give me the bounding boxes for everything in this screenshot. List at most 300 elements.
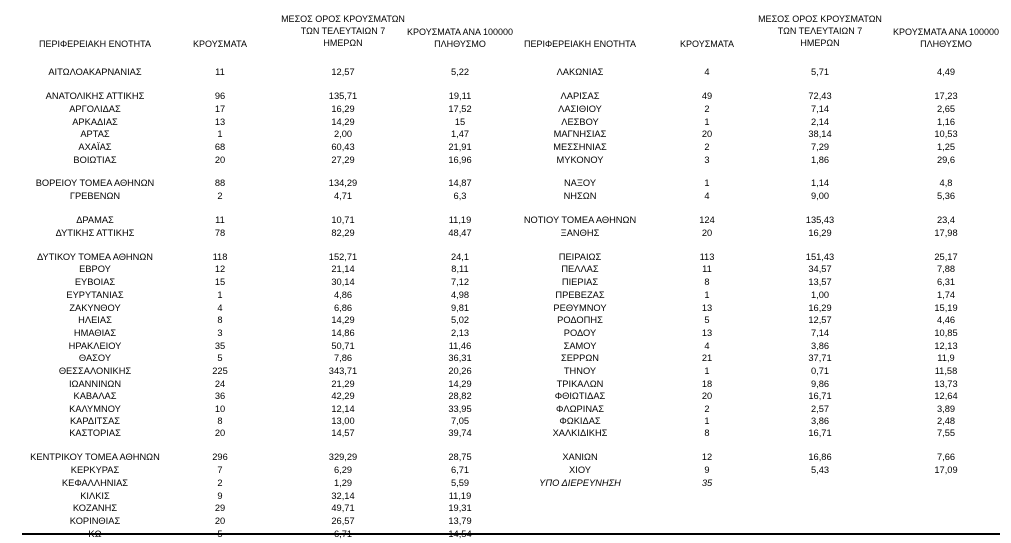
table-row <box>0 427 505 439</box>
cell-name: ΕΒΡΟΥ <box>79 264 111 274</box>
cell-cases: 13 <box>214 117 226 127</box>
bottom-rule <box>22 533 1000 535</box>
cell-name: ΡΟΔΟΥ <box>563 328 597 338</box>
cell-avg: 14,29 <box>331 117 355 127</box>
table-row <box>505 141 1011 153</box>
cell-per100k: 15 <box>454 117 466 127</box>
cell-per100k: 8,11 <box>451 264 469 274</box>
cell-cases: 96 <box>214 91 226 101</box>
table-row <box>0 90 505 102</box>
cell-avg: 135,71 <box>328 91 358 101</box>
cell-name: ΠΕΛΛΑΣ <box>561 264 599 274</box>
cell-name: ΕΥΒΟΙΑΣ <box>74 277 116 287</box>
cell-cases: 2 <box>217 478 223 488</box>
cell-name: ΑΧΑΪΑΣ <box>78 142 112 152</box>
cell-name: ΦΛΩΡΙΝΑΣ <box>555 404 605 414</box>
cell-avg: 1,86 <box>810 155 830 165</box>
cell-cases: 13 <box>701 328 713 338</box>
cell-name: ΒΟΙΩΤΙΑΣ <box>73 155 117 165</box>
cell-name: ΦΩΚΙΔΑΣ <box>559 416 601 426</box>
cell-name: ΝΗΣΩΝ <box>563 191 597 201</box>
table-row <box>505 90 1011 102</box>
table-row <box>0 214 505 226</box>
cell-avg: 13,57 <box>808 277 832 287</box>
cell-per100k: 2,13 <box>450 328 470 338</box>
cell-avg: 7,29 <box>810 142 830 152</box>
cell-cases: 118 <box>212 252 228 262</box>
cell-name: ΡΕΘΥΜΝΟΥ <box>553 303 607 313</box>
table-row <box>0 154 505 166</box>
cell-per100k: 19,11 <box>448 91 472 101</box>
cell-per100k: 11,58 <box>934 366 958 376</box>
cell-cases: 11 <box>702 264 712 274</box>
cell-per100k: 13,79 <box>448 516 472 526</box>
cell-cases: 20 <box>701 228 713 238</box>
cell-cases: 124 <box>699 215 715 225</box>
cell-per100k: 28,82 <box>448 391 472 401</box>
cell-name: ΚΕΡΚΥΡΑΣ <box>70 465 120 475</box>
cell-name: ΛΑΡΙΣΑΣ <box>560 91 600 101</box>
table-row <box>0 276 505 288</box>
cell-avg: 16,29 <box>808 228 832 238</box>
table-row <box>0 263 505 275</box>
cell-cases: 88 <box>214 178 226 188</box>
cell-avg: 12,14 <box>331 404 355 414</box>
cell-avg: 4,86 <box>333 290 353 300</box>
header-per100k: ΚΡΟΥΣΜΑΤΑ ΑΝΑ 100000 ΠΛΗΘΥΣΜΟ <box>407 27 513 49</box>
right-table <box>505 0 1011 543</box>
table-row <box>505 66 1011 78</box>
cell-per100k: 28,75 <box>448 452 472 462</box>
cell-avg: 9,00 <box>810 191 830 201</box>
table-row <box>505 415 1011 427</box>
cell-name: ΤΗΝΟΥ <box>563 366 597 376</box>
cell-avg: 27,29 <box>331 155 355 165</box>
table-row <box>505 116 1011 128</box>
cell-name: ΔΡΑΜΑΣ <box>76 215 114 225</box>
cell-cases: 2 <box>217 191 223 201</box>
cell-avg: 134,29 <box>328 178 358 188</box>
table-row <box>0 327 505 339</box>
cell-cases: 24 <box>214 379 226 389</box>
cell-avg: 7,86 <box>333 353 353 363</box>
cell-cases: 15 <box>214 277 226 287</box>
cell-avg: 9,86 <box>810 379 830 389</box>
cell-avg: 12,57 <box>808 315 832 325</box>
cell-per100k: 19,31 <box>448 503 472 513</box>
cell-name: ΚΑΣΤΟΡΙΑΣ <box>69 428 121 438</box>
table-row <box>0 66 505 78</box>
cell-cases: 2 <box>704 404 710 414</box>
table-row <box>505 190 1011 202</box>
cell-per100k: 17,98 <box>934 228 958 238</box>
cell-name: ΝΟΤΙΟΥ ΤΟΜΕΑ ΑΘΗΝΩΝ <box>523 215 637 225</box>
cell-avg: 37,71 <box>808 353 832 363</box>
cell-avg: 2,14 <box>810 117 830 127</box>
cell-avg: 329,29 <box>328 452 358 462</box>
cell-avg: 16,29 <box>331 104 355 114</box>
cell-per100k: 15,19 <box>934 303 958 313</box>
cell-avg: 5,43 <box>810 465 830 475</box>
cell-avg: 14,29 <box>331 315 355 325</box>
table-row <box>0 128 505 140</box>
cell-per100k: 4,98 <box>450 290 470 300</box>
cell-cases: 3 <box>217 328 223 338</box>
cell-cases: 2 <box>704 142 710 152</box>
cell-name: ΑΡΚΑΔΙΑΣ <box>72 117 118 127</box>
cell-name: ΧΙΟΥ <box>569 465 591 475</box>
cell-name: ΘΑΣΟΥ <box>78 353 112 363</box>
table-row <box>505 403 1011 415</box>
cell-cases: 8 <box>217 315 223 325</box>
cell-per100k: 1,25 <box>936 142 956 152</box>
cell-per100k: 12,13 <box>934 341 958 351</box>
table-row <box>0 340 505 352</box>
cell-cases: 4 <box>704 341 710 351</box>
header-region: ΠΕΡΙΦΕΡΕΙΑΚΗ ΕΝΟΤΗΤΑ <box>38 39 152 49</box>
table-row <box>505 352 1011 364</box>
table-row <box>505 378 1011 390</box>
cell-cases: 3 <box>704 155 710 165</box>
cell-avg: 1,14 <box>810 178 830 188</box>
table-row <box>0 415 505 427</box>
cell-cases: 1 <box>704 117 710 127</box>
table-row <box>505 427 1011 439</box>
cell-cases: 8 <box>704 277 710 287</box>
cell-per100k: 7,12 <box>450 277 470 287</box>
cell-cases: 49 <box>701 91 713 101</box>
table-row <box>0 116 505 128</box>
cell-avg: 3,86 <box>810 416 830 426</box>
cell-cases: 7 <box>217 465 223 475</box>
cell-per100k: 23,4 <box>936 215 956 225</box>
table-row <box>505 214 1011 226</box>
cell-per100k: 10,85 <box>934 328 958 338</box>
cell-per100k: 4,49 <box>936 67 956 77</box>
table-row <box>505 302 1011 314</box>
cell-avg: 152,71 <box>328 252 358 262</box>
table-row <box>0 314 505 326</box>
cell-avg: 14,86 <box>331 328 355 338</box>
table-row <box>505 451 1011 463</box>
table-row <box>0 403 505 415</box>
table-row <box>0 490 505 502</box>
cell-avg: 82,29 <box>331 228 355 238</box>
cell-per100k: 29,6 <box>936 155 956 165</box>
cell-cases: 8 <box>704 428 710 438</box>
cell-per100k: 6,3 <box>453 191 467 201</box>
table-row <box>505 477 1011 489</box>
cell-cases: 9 <box>704 465 710 475</box>
cell-name: ΗΜΑΘΙΑΣ <box>73 328 117 338</box>
table-row <box>505 177 1011 189</box>
cell-avg: 16,71 <box>808 428 832 438</box>
cell-per100k: 9,81 <box>450 303 470 313</box>
cell-name: ΣΕΡΡΩΝ <box>560 353 599 363</box>
cell-cases: 20 <box>214 516 226 526</box>
cell-name: ΠΕΙΡΑΙΩΣ <box>558 252 602 262</box>
cell-avg: 4,71 <box>333 191 353 201</box>
cell-cases: 36 <box>214 391 226 401</box>
cell-name: ΗΡΑΚΛΕΙΟΥ <box>68 341 122 351</box>
cell-avg: 135,43 <box>805 215 835 225</box>
cell-per100k: 11,46 <box>448 341 472 351</box>
table-row <box>505 251 1011 263</box>
cell-cases: 18 <box>701 379 713 389</box>
cell-avg: 2,57 <box>810 404 830 414</box>
cell-cases: 2 <box>704 104 710 114</box>
cell-cases: 1 <box>217 129 223 139</box>
table-row <box>0 289 505 301</box>
cell-cases: 113 <box>699 252 715 262</box>
cell-name: ΚΑΛΥΜΝΟΥ <box>69 404 121 414</box>
cell-per100k: 11,19 <box>448 215 472 225</box>
cell-name: ΛΑΚΩΝΙΑΣ <box>556 67 604 77</box>
table-row <box>505 263 1011 275</box>
cell-avg: 60,43 <box>331 142 355 152</box>
cell-per100k: 17,09 <box>934 465 958 475</box>
table-row <box>0 477 505 489</box>
cell-avg: 1,29 <box>333 478 353 488</box>
cell-per100k: 6,31 <box>936 277 956 287</box>
table-row <box>505 227 1011 239</box>
header-avg: ΜΕΣΟΣ ΟΡΟΣ ΚΡΟΥΣΜΑΤΩΝ ΤΩΝ ΤΕΛΕΥΤΑΙΩΝ 7 ΗΜΕΡΩΝ <box>758 14 882 48</box>
table-row <box>505 314 1011 326</box>
cell-avg: 12,57 <box>331 67 355 77</box>
cell-name: ΓΡΕΒΕΝΩΝ <box>69 191 121 201</box>
cell-per100k: 7,88 <box>936 264 956 274</box>
cell-name: ΑΡΓΟΛΙΔΑΣ <box>69 104 121 114</box>
cell-per100k: 14,87 <box>448 178 472 188</box>
cell-avg: 38,14 <box>808 129 832 139</box>
cell-cases: 68 <box>214 142 226 152</box>
cell-name: ΙΩΑΝΝΙΝΩΝ <box>68 379 122 389</box>
cell-avg: 6,86 <box>333 303 353 313</box>
table-row <box>0 227 505 239</box>
cell-per100k: 7,55 <box>936 428 956 438</box>
cell-per100k: 2,65 <box>936 104 956 114</box>
cell-avg: 14,57 <box>331 428 355 438</box>
cell-cases: 12 <box>214 264 226 274</box>
cell-avg: 343,71 <box>328 366 358 376</box>
cell-per100k: 5,36 <box>936 191 956 201</box>
cell-name: ΔΥΤΙΚΟΥ ΤΟΜΕΑ ΑΘΗΝΩΝ <box>36 252 154 262</box>
cell-name: ΑΡΤΑΣ <box>80 129 110 139</box>
cell-avg: 6,29 <box>333 465 353 475</box>
cell-cases: 1 <box>704 178 710 188</box>
cell-name: ΛΕΣΒΟΥ <box>561 117 599 127</box>
cell-cases: 11 <box>215 215 225 225</box>
cell-per100k: 5,22 <box>450 67 470 77</box>
cell-name: ΣΑΜΟΥ <box>563 341 597 351</box>
cell-cases: 4 <box>704 191 710 201</box>
cell-avg: 7,14 <box>810 104 830 114</box>
table-row <box>505 327 1011 339</box>
cell-cases: 296 <box>212 452 228 462</box>
cell-per100k: 12,64 <box>934 391 958 401</box>
cell-name: ΚΟΖΑΝΗΣ <box>72 503 118 513</box>
cell-avg: 10,71 <box>331 215 355 225</box>
cell-name: ΚΙΛΚΙΣ <box>80 491 110 501</box>
cell-name: ΘΕΣΣΑΛΟΝΙΚΗΣ <box>58 366 132 376</box>
cell-per100k: 17,52 <box>448 104 472 114</box>
table-row <box>505 340 1011 352</box>
cell-name: ΥΠΟ ΔΙΕΡΕΥΝΗΣΗ <box>539 478 621 488</box>
table-row <box>0 365 505 377</box>
cell-name: ΛΑΣΙΘΙΟΥ <box>558 104 602 114</box>
cell-avg: 50,71 <box>331 341 355 351</box>
cell-per100k: 48,47 <box>448 228 472 238</box>
cell-cases: 78 <box>214 228 226 238</box>
cell-avg: 32,14 <box>331 491 355 501</box>
header-avg: ΜΕΣΟΣ ΟΡΟΣ ΚΡΟΥΣΜΑΤΩΝ ΤΩΝ ΤΕΛΕΥΤΑΙΩΝ 7 ΗΜΕΡΩΝ <box>281 14 405 48</box>
cell-cases: 1 <box>704 366 710 376</box>
table-row <box>0 190 505 202</box>
cell-avg: 42,29 <box>331 391 355 401</box>
cell-per100k: 10,53 <box>934 129 958 139</box>
cell-cases: 13 <box>701 303 713 313</box>
table-row <box>0 103 505 115</box>
cell-avg: 151,43 <box>805 252 835 262</box>
cell-name: ΗΛΕΙΑΣ <box>78 315 112 325</box>
table-row <box>0 390 505 402</box>
cell-avg: 16,86 <box>808 452 832 462</box>
cell-per100k: 11,19 <box>448 491 472 501</box>
cell-per100k: 16,96 <box>448 155 472 165</box>
cell-cases: 11 <box>215 67 225 77</box>
cell-cases: 35 <box>701 478 713 488</box>
cell-cases: 1 <box>704 416 710 426</box>
cell-name: ΚΕΦΑΛΛΗΝΙΑΣ <box>61 478 129 488</box>
cell-per100k: 1,16 <box>936 117 956 127</box>
cell-per100k: 5,59 <box>450 478 470 488</box>
cell-per100k: 7,66 <box>936 452 956 462</box>
cell-avg: 5,71 <box>810 67 830 77</box>
table-row <box>0 515 505 527</box>
cell-name: ΚΑΡΔΙΤΣΑΣ <box>69 416 121 426</box>
cell-name: ΞΑΝΘΗΣ <box>560 228 600 238</box>
cell-per100k: 1,47 <box>450 129 470 139</box>
cell-name: ΦΘΙΩΤΙΔΑΣ <box>554 391 606 401</box>
cell-name: ΧΑΛΚΙΔΙΚΗΣ <box>552 428 608 438</box>
cell-name: ΜΥΚΟΝΟΥ <box>556 155 604 165</box>
cell-per100k: 4,46 <box>936 315 956 325</box>
cell-per100k: 7,05 <box>450 416 470 426</box>
table-row <box>0 502 505 514</box>
cell-cases: 35 <box>214 341 226 351</box>
cell-avg: 3,86 <box>810 341 830 351</box>
cell-cases: 21 <box>701 353 713 363</box>
cell-name: ΜΑΓΝΗΣΙΑΣ <box>553 129 607 139</box>
cell-cases: 29 <box>214 503 226 513</box>
cell-name: ΒΟΡΕΙΟΥ ΤΟΜΕΑ ΑΘΗΝΩΝ <box>35 178 155 188</box>
cell-cases: 20 <box>214 155 226 165</box>
cell-name: ΔΥΤΙΚΗΣ ΑΤΤΙΚΗΣ <box>55 228 135 238</box>
cell-per100k: 39,74 <box>448 428 472 438</box>
cell-avg: 21,29 <box>331 379 355 389</box>
table-row <box>505 128 1011 140</box>
cell-avg: 1,00 <box>810 290 830 300</box>
cell-avg: 30,14 <box>331 277 355 287</box>
cell-avg: 21,14 <box>331 264 355 274</box>
cell-cases: 1 <box>217 290 223 300</box>
cell-name: ΝΑΞΟΥ <box>563 178 597 188</box>
cell-avg: 72,43 <box>808 91 832 101</box>
cell-per100k: 3,89 <box>936 404 956 414</box>
cell-name: ΡΟΔΟΠΗΣ <box>557 315 603 325</box>
table-row <box>0 251 505 263</box>
table-row <box>0 141 505 153</box>
cell-per100k: 2,48 <box>936 416 956 426</box>
cell-avg: 16,71 <box>808 391 832 401</box>
cell-cases: 9 <box>217 491 223 501</box>
cell-avg: 16,29 <box>808 303 832 313</box>
cell-name: ΑΝΑΤΟΛΙΚΗΣ ΑΤΤΙΚΗΣ <box>45 91 145 101</box>
table-row <box>505 154 1011 166</box>
cell-cases: 20 <box>701 391 713 401</box>
cell-cases: 4 <box>217 303 223 313</box>
cell-per100k: 24,1 <box>450 252 470 262</box>
cell-name: ΠΡΕΒΕΖΑΣ <box>555 290 605 300</box>
cell-avg: 49,71 <box>331 503 355 513</box>
cell-name: ΚΑΒΑΛΑΣ <box>73 391 117 401</box>
cell-cases: 225 <box>212 366 228 376</box>
cell-name: ΚΕΝΤΡΙΚΟΥ ΤΟΜΕΑ ΑΘΗΝΩΝ <box>30 452 160 462</box>
cell-cases: 8 <box>217 416 223 426</box>
cell-cases: 20 <box>214 428 226 438</box>
table-row <box>0 378 505 390</box>
cell-avg: 34,57 <box>808 264 832 274</box>
cell-name: ΤΡΙΚΑΛΩΝ <box>556 379 604 389</box>
table-row <box>0 451 505 463</box>
cell-name: ΧΑΝΙΩΝ <box>562 452 598 462</box>
table-row <box>0 177 505 189</box>
cell-name: ΠΙΕΡΙΑΣ <box>561 277 599 287</box>
table-row <box>505 289 1011 301</box>
cell-per100k: 25,17 <box>934 252 958 262</box>
cell-per100k: 1,74 <box>936 290 956 300</box>
cell-name: ΑΙΤΩΛΟΑΚΑΡΝΑΝΙΑΣ <box>48 67 142 77</box>
cell-per100k: 5,02 <box>450 315 470 325</box>
header-per100k: ΚΡΟΥΣΜΑΤΑ ΑΝΑ 100000 ΠΛΗΘΥΣΜΟ <box>893 27 999 49</box>
cell-per100k: 21,91 <box>448 142 472 152</box>
header-region: ΠΕΡΙΦΕΡΕΙΑΚΗ ΕΝΟΤΗΤΑ <box>523 39 637 49</box>
table-row <box>505 390 1011 402</box>
table-row <box>505 103 1011 115</box>
cell-per100k: 20,26 <box>448 366 472 376</box>
header-cases: ΚΡΟΥΣΜΑΤΑ <box>680 39 734 49</box>
table-row <box>505 276 1011 288</box>
cell-avg: 13,00 <box>331 416 355 426</box>
cell-avg: 2,00 <box>333 129 353 139</box>
cell-cases: 4 <box>704 67 710 77</box>
cell-avg: 0,71 <box>810 366 830 376</box>
cell-cases: 1 <box>704 290 710 300</box>
cell-name: ΚΟΡΙΝΘΙΑΣ <box>69 516 121 526</box>
cell-name: ΕΥΡΥΤΑΝΙΑΣ <box>66 290 124 300</box>
table-row <box>505 464 1011 476</box>
cell-per100k: 14,29 <box>448 379 472 389</box>
table-row <box>505 365 1011 377</box>
table-row <box>0 302 505 314</box>
cell-per100k: 33,95 <box>448 404 472 414</box>
cell-cases: 17 <box>214 104 226 114</box>
cell-per100k: 6,71 <box>450 465 470 475</box>
cell-cases: 20 <box>701 129 713 139</box>
table-row <box>0 352 505 364</box>
cell-per100k: 4,8 <box>939 178 953 188</box>
cell-avg: 26,57 <box>331 516 355 526</box>
